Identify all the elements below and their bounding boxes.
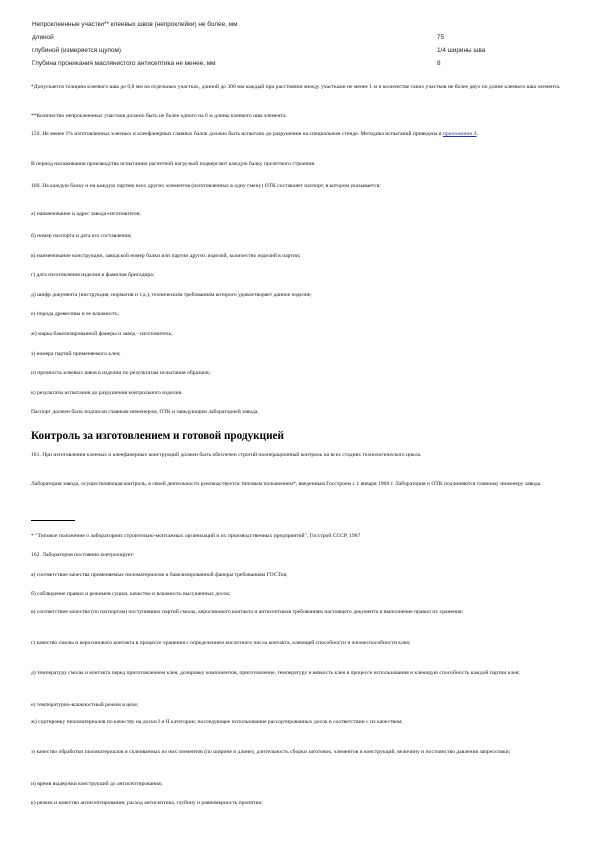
footnote-divider xyxy=(31,520,75,521)
list-item: ж) сортировку пиломатериалов по качеству на доски I и II категории; последующее использование рассортированных досок в соответствии с их качеством; xyxy=(31,719,403,725)
table-row xyxy=(32,57,502,70)
table-cell-value xyxy=(437,18,502,31)
list-item: д) шифр документа (инструкция, норматив и т.д.), техническим требованиям которого удовлетворяет данное изделие; xyxy=(31,292,312,298)
table-cell-value: 1/4 ширины шва xyxy=(437,47,486,54)
table-cell-value: 8 xyxy=(437,60,441,67)
list-item: е) порода древесины и ее влажность; xyxy=(31,311,120,317)
table-row xyxy=(32,18,502,31)
table-cell-label: длиной xyxy=(32,34,54,41)
list-item: а) наименование и адрес завода-изготовителя; xyxy=(31,211,141,217)
list-item: к) результаты испытания до разрушения контрольного изделия. xyxy=(31,390,183,396)
paragraph-159 xyxy=(31,130,563,139)
list-item: а) соответствие качества применяемых пиломатериалов и бакелизированной фанеры требованиям ГОСТов; xyxy=(31,572,288,578)
footnote-star1: *Допускается толщина клеевого шва до 0,8 мм на отдельных участках, длиной до 300 мм каждый при расстоянии между участками не менее 1 м и количестве таких участков не более двух по длине клеевого шва элемента. xyxy=(31,84,561,90)
paragraph-162: 162. Лаборатория постоянно контролирует: xyxy=(31,552,135,558)
spec-table xyxy=(32,18,502,70)
paragraph-text: 159. Не менее 1% изготовленных клееных и клеефанерных главных балок должно быть испытано до разрушения на специальном стенде. Методика испытаний приведена в xyxy=(31,131,443,137)
list-item: б) соблюдение правил и режимов сушки, качество и влажность высушенных досок; xyxy=(31,591,231,597)
list-item: г) качество смолы и керосинового контакта в процессе хранения с определением кислотного числа контакта, клеющей способности и жизнеспособности клея; xyxy=(31,640,411,646)
list-item: и) прочность клеевых швов в изделии по результатам испытания образцов; xyxy=(31,370,211,376)
paragraph-text: . xyxy=(476,131,478,137)
table-row xyxy=(32,31,502,44)
list-item: г) дата изготовления изделия и фамилия бригадира; xyxy=(31,272,155,278)
table-cell-label: Непроклеенные участки** клеевых швов (непроклейки) не более, мм xyxy=(32,21,238,28)
section-title: Контроль за изготовлением и готовой продукцией xyxy=(31,430,284,442)
list-item: б) номер паспорта и дата его составления; xyxy=(31,233,132,239)
list-item: ж) марка бакелизированной фанеры и завод - изготовитель; xyxy=(31,331,173,337)
footnote-star2: **Количество непроклеенных участков должно быть не более одного на 6 м длины клеевого шва элемента. xyxy=(31,113,287,119)
list-item: и) время выдержки конструкций до антисептирования; xyxy=(31,781,163,787)
list-item: з) качество обработки пиломатериалов и склеиваемых из них элементов (по ширине и длине), длительность сборки заготовок, элементов и конструкций, величину и постоянство давления запрессовки; xyxy=(31,749,511,755)
table-cell-label: Глубина проникания маслянистого антисептика не менее, мм xyxy=(32,60,216,67)
list-item: е) температурно-влажностный режим в цехе; xyxy=(31,702,139,708)
passport-note: Паспорт должен быть подписан главным инженером, ОТК и заведующим лабораторией завода. xyxy=(31,409,259,415)
footnote-typical-regulation: * "Типовое положение о лабораториях строительно-монтажных организаций и их производственных предприятий", Госстрой СССР, 1967 xyxy=(31,533,361,539)
appendix-4-link[interactable]: приложении 4 xyxy=(442,131,477,137)
paragraph-160: 160. На каждую балку и на каждую партию всех других элементов (изготовленных в одну смену) ОТК составляет паспорт, в котором указывается: xyxy=(31,183,381,189)
list-item: к) режим и качество антисептирования; расход антисептика, глубину и равномерность пропитки; xyxy=(31,800,263,806)
paragraph-159b: В период налаживания производства испытанию расчетной нагрузкой подвергают каждую балку пролетного строения. xyxy=(31,161,316,167)
list-item: з) номера партий применяемого клея; xyxy=(31,351,121,357)
paragraph-161b: Лаборатория завода, осуществляющая контроль, в своей деятельности руководствуется типовым положением*, введенным Госстроем с 1 января 1968 г. Лаборатория и ОТК подчиняются главному инженеру завода. xyxy=(31,481,542,487)
list-item: д) температуру смолы и контакта перед приготовлением клея, дозировку компонентов, приготовление, температуру и вязкость клея в процессе использования и клеющую способность каждой партии клея; xyxy=(31,670,520,676)
table-cell-value: 75 xyxy=(437,34,445,41)
list-item: в) соответствие качества (по паспортам) поступивших партий смолы, керосинового контакта и антисептиков требованиям настоящего документа и выполнение правил их хранения; xyxy=(31,609,464,615)
table-cell-label: глубиной (измеряется щупом) xyxy=(32,47,122,54)
list-item: в) наименование конструкции, заводской номер балки или партии других изделий, количество изделий в партии; xyxy=(31,253,301,259)
paragraph-161: 161. При изготовлении клееных и клеефанерных конструкций должен быть обеспечен строгий пооперационный контроль на всех стадиях технологического цикла. xyxy=(31,452,422,458)
table-row xyxy=(32,44,502,57)
